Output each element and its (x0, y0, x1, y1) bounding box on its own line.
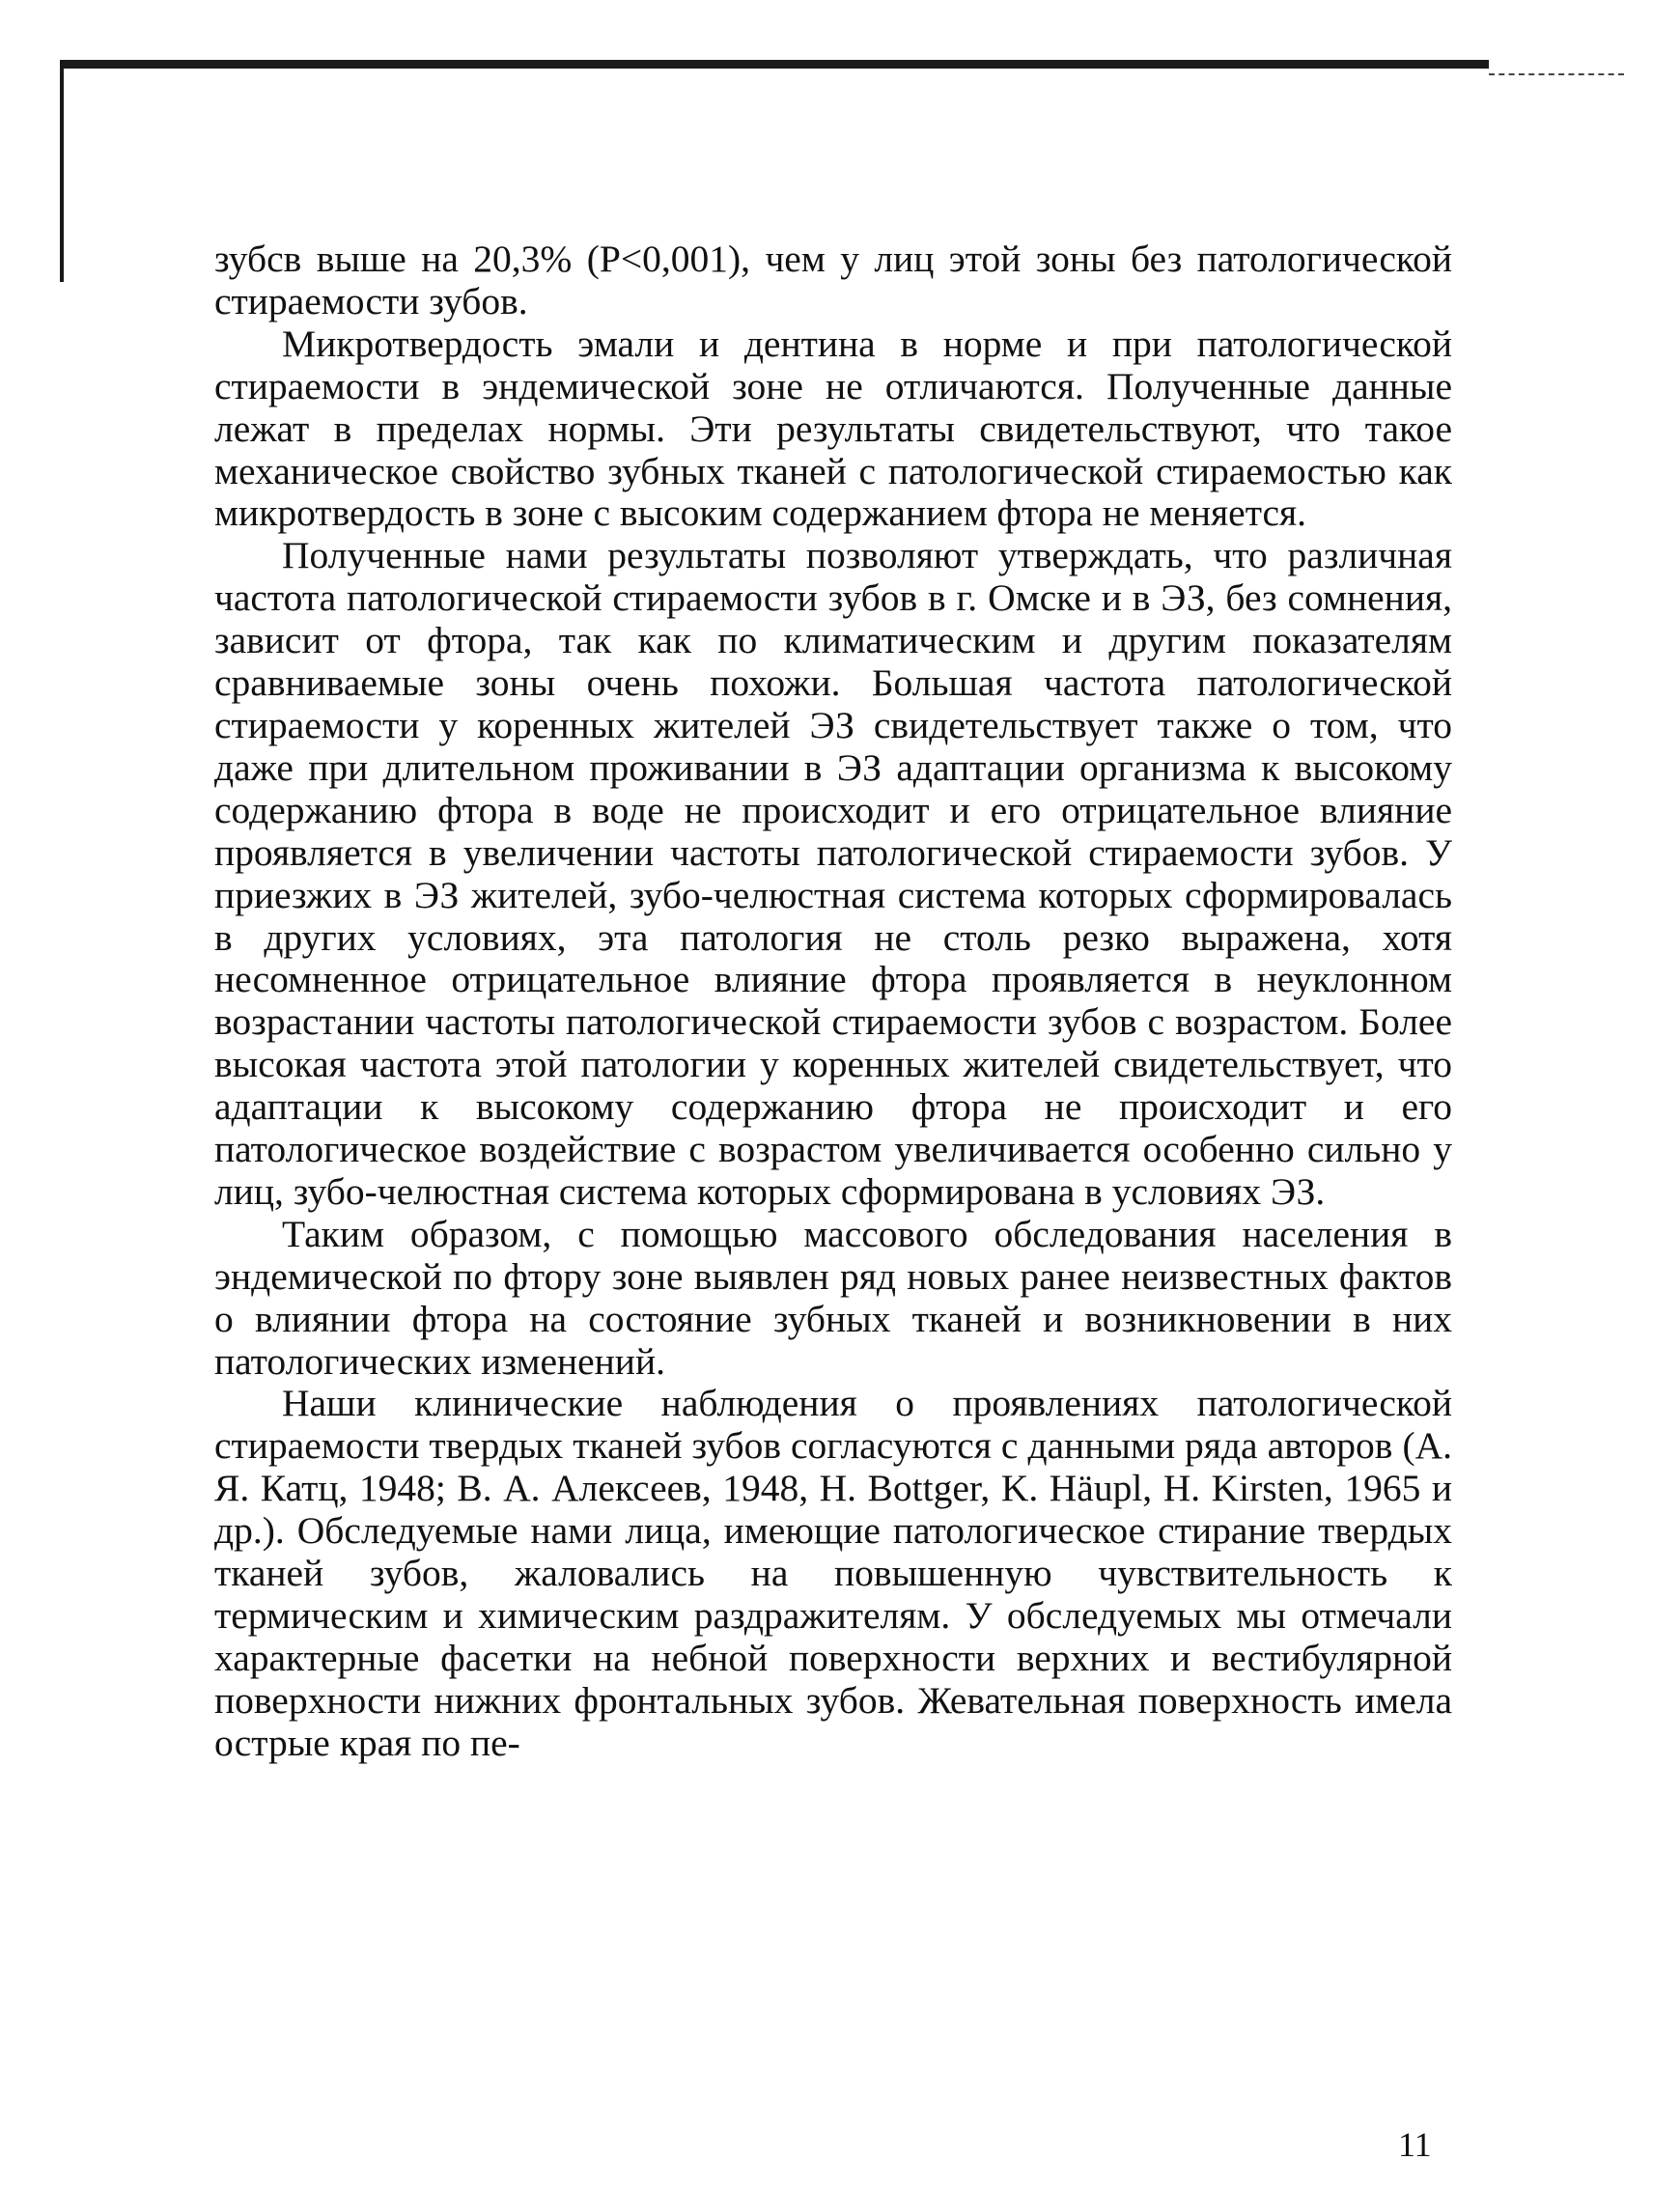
paragraph-3: Полученные нами результаты позволяют утверждать, что различная частота патологической стираемости зубов в г. Омске и в ЭЗ, без сомнения, зависит от фтора, так как по климатическим и другим показателям сравниваемые зоны очень похожи. Большая частота патологической стираемости у коренных жителей ЭЗ свидетельствует также о том, что даже при длительном проживании в ЭЗ адаптации организма к высокому содержанию фтора в воде не происходит и его отрицательное влияние проявляется в увеличении частоты патологической стираемости зубов. У приезжих в ЭЗ жителей, зубо-челюстная система которых сформировалась в других условиях, эта патология не столь резко выражена, хотя несомненное отрицательное влияние фтора проявляется в неуклонном возрастании частоты патологической стираемости зубов с возрастом. Более высокая частота этой патологии у коренных жителей свидетельствует, что адаптации к высокому содержанию фтора не происходит и его патологическое воздействие с возрастом увеличивается особенно сильно у лиц, зубо-челюстная система которых сформирована в условиях ЭЗ. (214, 534, 1452, 1213)
top-border-rule-tail (1489, 73, 1624, 75)
paragraph-2: Микротвердость эмали и дентина в норме и при патологической стираемости в эндемической зоне не отличаются. Полученные данные лежат в пределах нормы. Эти результаты свидетельствуют, что такое механическое свойство зубных тканей с патологической стираемостью как микротвердость в зоне с высоким содержанием фтора не меняется. (214, 322, 1452, 535)
top-border-rule (60, 60, 1489, 69)
paragraph-1: зубсв выше на 20,3% (P<0,001), чем у лиц этой зоны без патологической стираемости зубов. (214, 238, 1452, 323)
paragraph-4: Таким образом, с помощью массового обследования населения в эндемической по фтору зоне выявлен ряд новых ранее неизвестных фактов о влиянии фтора на состояние зубных тканей и возникновении в них патологических изменений. (214, 1212, 1452, 1383)
page-number: 11 (1398, 2125, 1432, 2164)
left-border-rule (60, 60, 64, 282)
document-body (214, 238, 1452, 1765)
paragraph-5: Наши клинические наблюдения о проявлениях патологической стираемости твердых тканей зубов согласуются с данными ряда авторов (А. Я. Катц, 1948; В. А. Алексеев, 1948, H. Bottger, K. Häupl, H. Kirsten, 1965 и др.). Обследуемые нами лица, имеющие патологическое стирание твердых тканей зубов, жаловались на повышенную чувствительность к термическим и химическим раздражителям. У обследуемых мы отмечали характерные фасетки на небной поверхности верхних и вестибулярной поверхности нижних фронтальных зубов. Жевательная поверхность имела острые края по пе- (214, 1382, 1452, 1764)
